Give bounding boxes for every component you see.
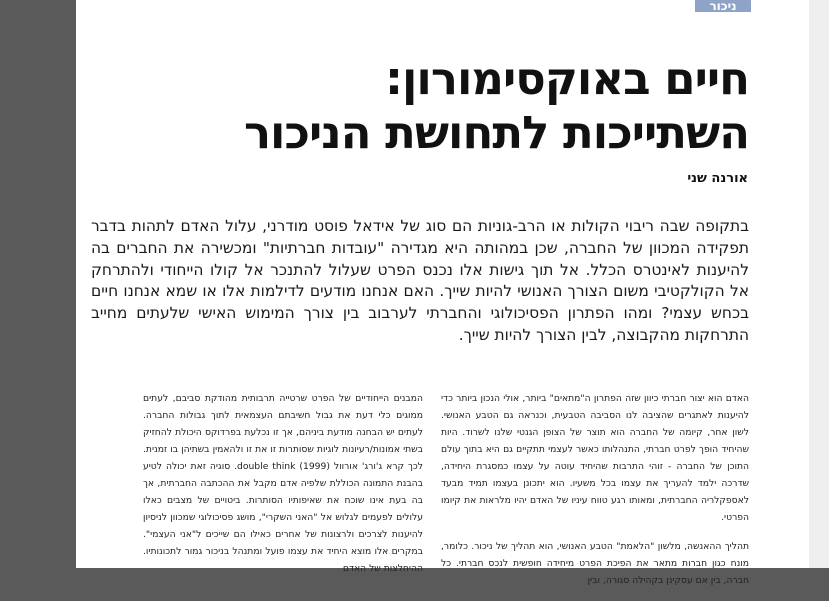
article-title	[109, 52, 749, 160]
body-paragraph: המבנים הייחודיים של הפרט שרטייה תרבותית מהודקת סביבם, לעתים ממוגים כלי דעת את גבול חשיבתם העצמאית לתוך גבולות החברה. לעתים יש הבחנה מודעת ביניהם, אך זו נכלעת בפרדוקס היכולת להחזיק בשתי אמונות/רעיונות לוגיות שסותרות זו את זו ולהאמין בשתיהן בו זמנית. לכך קרא ג'ורג' אורוול (1999) double think. סוגיה זאת יכולה לטיע בהבנת התמונה הכוללת שלפיה אדם מקבל את ההכתבה החברתית, אך בה בעת אינו שוכח את שאיפותיו הסותרות. ביטויים של מצבים כאלו עלולים לפעמים לגלוש אל "האני השקרי", מושג פסיכולוגי שמכוון לניסיון להיענות לצרכים ולרצונות של אחרים כאילו הם שייכים ל"אני העצמי". במקרים אלו מוצא היחיד את עצמו פועל ומתנהל בניכור גמור לתכונותיו. ההיחלצות של האדם	[143, 393, 423, 574]
body-paragraph: האדם הוא יצור חברתי כיוון שזה הפתרון ה"מתאים" ביותר, אולי הנכון ביותר כדי להיענות לאתגרים שהציבה לנו הסביבה הטבעית, וכנראה גם הטבע האנושי. לשון אחר, קיומה של החברה הוא תוצר של הצופן הגנטי שלנו לשרוד. היות שהיחיד הופך לפרט חברתי, התנהלותו כאשר לעצמי תתקיים גם היא בתוך עולם התוכן של החברה - זוהי התרבות שהיחיד עוטה על עצמו כמסגרת היחידה, שדרכה ילמד להעריך את עצמו בכל משעיו. הוא יתכונן בעצמו תמיד מבעד לאספקלריה החברתית, ומאותו רגע טווח עיניו של האדם יהיו מלראות את קיומו הפרטי.	[441, 393, 749, 523]
article-author: אורנה שני	[687, 171, 748, 186]
article-lead: בתקופה שבה ריבוי הקולות או הרב-גוניות הם סוג של אידאל פוסט מודרני, עלול האדם לתהות בדבר תפקידה המכוון של החברה, שכן במהותה היא מגדירה "עובדות חברתיות" ומכשירה את החברים בה להיענות לאינטרס הכלל. אל תוך גישות אלו נכנס הפרט שעלול להתנכר אל קולו הייחודי ולהתרחק אל הקולקטיבי משום הצורך האנושי להיות שייך. האם אנחנו מודעים לדילמות אלו או שמא אנחנו חיים בכחש עצמי? ומהו הפתרון הפסיכולוגי והחברתי לערבוב בין צורך המימוש האישי שלעתים מחייב התרחקות מהקבוצה, לבין הצורך להיות שייך.	[91, 217, 749, 344]
body-paragraph: תהליך ההאנשה, מלשון "הלאמת" הטבע האנושי, הוא תהליך של ניכור. כלומר, מונח כגון חברות מתאר את הפיכת הפרט מיחידה חופשית לנכס חברתי. כל חברה, בין אם עסקינן בקהילה סגורה, ובין	[441, 541, 749, 586]
body-column-left	[143, 390, 423, 589]
article-title-line-2: השתייכות לתחושת הניכור	[243, 106, 749, 159]
body-column-right	[441, 390, 749, 601]
document-page	[76, 0, 809, 586]
article-title-line-1: חיים באוקסימורון:	[384, 52, 749, 105]
viewer-margin	[809, 0, 829, 568]
section-tag: ניכור	[695, 0, 751, 12]
